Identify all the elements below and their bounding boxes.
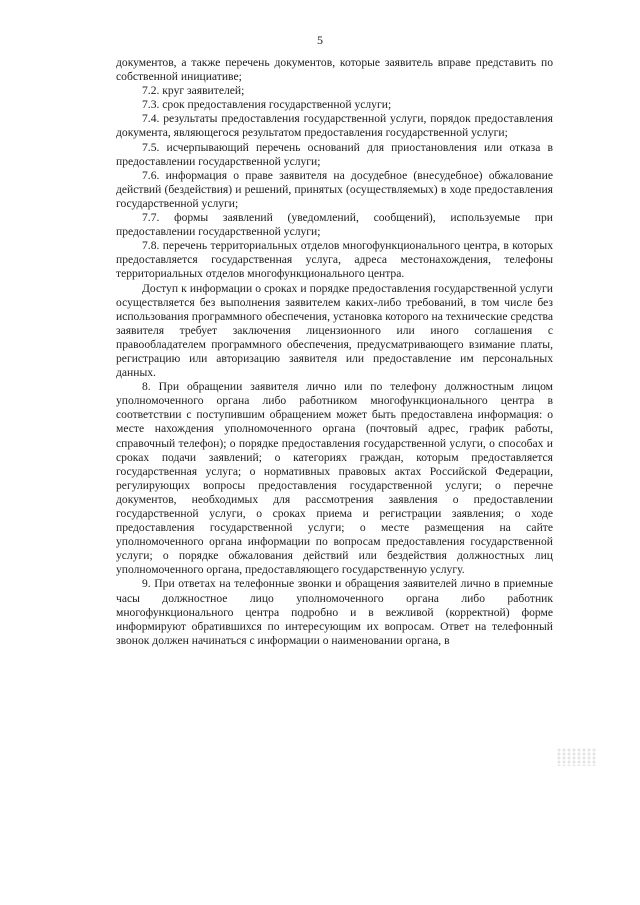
paragraph-7-3: 7.3. срок предоставления государственной услуги; bbox=[142, 98, 392, 112]
paragraph-8: 8. При обращении заявителя лично или по телефону должностным лицом уполномоченного органа либо работником многофункционального центра в соответствии с поступившим обращением может быть предоставлена информация: о месте нахождения уполномоченного органа (почтовый адрес, график работы, справочный телефон); о порядке предоставления государственной услуги, о способах и сроках подачи заявлений; о категориях граждан, которым предоставляется государственная услуга; о нормативных правовых актах Российской Федерации, регулирующих вопросы предоставления государственной услуги; о перечне документов, необходимых для рассмотрения заявления о предоставлении государственной услуги, о сроках приема и регистрации заявления; о ходе предоставления государственной услуги; о месте размещения на сайте уполномоченного органа информации по вопросам предоставления государственной услуги; о порядке обжалования действий или бездействия должностных лиц уполномоченного органа, предоставляющего государственную услугу. bbox=[116, 380, 553, 577]
page-number: 5 bbox=[317, 33, 323, 47]
paragraph-access-info: Доступ к информации о сроках и порядке предоставления государственной услуги осуществляется без выполнения заявителем каких-либо требований, в том числе без использования программного обеспечения, установка которого на технические средства заявителя требует заключения лицензионного или иного соглашения с правообладателем программного обеспечения, предусматривающего взимание платы, регистрацию или авторизацию заявителя или предоставление им персональных данных. bbox=[116, 281, 553, 380]
paragraph-7-4: 7.4. результаты предоставления государственной услуги, порядок предоставления документа, являющегося результатом предоставления государственной услуги; bbox=[116, 112, 553, 140]
scan-speckle bbox=[556, 748, 596, 766]
paragraph-7-2: 7.2. круг заявителей; bbox=[142, 84, 245, 98]
paragraph-7-7: 7.7. формы заявлений (уведомлений, сообщений), используемые при предоставлении государственной услуги; bbox=[116, 211, 553, 239]
paragraph-9: 9. При ответах на телефонные звонки и обращения заявителей лично в приемные часы должностное лицо уполномоченного органа либо работник многофункционального центра подробно и в вежливой (корректной) форме информируют обратившихся по интересующим их вопросам. Ответ на телефонный звонок должен начинаться с информации о наименовании органа, в bbox=[116, 577, 553, 647]
document-body bbox=[116, 56, 553, 648]
paragraph-7-6: 7.6. информация о праве заявителя на досудебное (внесудебное) обжалование действий (бездействия) и решений, принятых (осуществляемых) в ходе предоставления государственной услуги; bbox=[116, 168, 553, 210]
paragraph-documents-list-end: документов, а также перечень документов, которые заявитель вправе представить по собственной инициативе; bbox=[116, 56, 553, 84]
paragraph-7-5: 7.5. исчерпывающий перечень оснований для приостановления или отказа в предоставлении государственной услуги; bbox=[116, 140, 553, 168]
paragraph-7-8: 7.8. перечень территориальных отделов многофункционального центра, в которых предоставляется государственная услуга, адреса местонахождения, телефоны территориальных отделов многофункционального центра. bbox=[116, 239, 553, 281]
